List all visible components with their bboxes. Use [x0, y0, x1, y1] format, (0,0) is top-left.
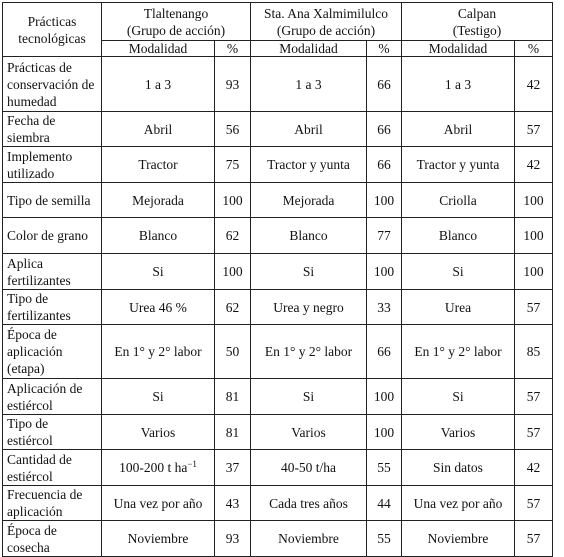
- pct-cell: 81: [215, 415, 251, 450]
- subheader-pct: %: [515, 41, 553, 57]
- group-type: (Grupo de acción): [276, 22, 376, 38]
- subheader-modalidad: Modalidad: [251, 41, 367, 57]
- modalidad-cell: Urea: [402, 290, 515, 325]
- pct-cell: 42: [515, 57, 553, 112]
- pct-cell: 93: [215, 57, 251, 112]
- pct-cell: 81: [215, 379, 251, 415]
- row-label: Implemento utilizado: [3, 147, 102, 183]
- group-name: Tlaltenango: [143, 5, 209, 21]
- subheader-modalidad: Modalidad: [102, 41, 215, 57]
- pct-cell: 100: [215, 183, 251, 218]
- row-label: Fecha de siembra: [3, 112, 102, 147]
- modalidad-cell: Mejorada: [251, 183, 367, 218]
- pct-cell: 62: [215, 218, 251, 254]
- pct-cell: 42: [515, 147, 553, 183]
- modalidad-cell: Urea 46 %: [102, 290, 215, 325]
- row-label: Aplicación de estiércol: [3, 379, 102, 415]
- pct-cell: 100: [367, 183, 402, 218]
- modalidad-cell: Una vez por año: [102, 486, 215, 521]
- row-label: Tipo de estiércol: [3, 415, 102, 450]
- pct-cell: 42: [515, 450, 553, 486]
- unit-exponent: −1: [187, 459, 197, 469]
- header-practices-label: Prácticas tecnológicas: [18, 13, 86, 46]
- modalidad-cell: 1 a 3: [251, 57, 367, 112]
- practices-table: [2, 2, 553, 557]
- table-row: [3, 379, 553, 415]
- modalidad-cell: Varios: [251, 415, 367, 450]
- pct-cell: 55: [367, 450, 402, 486]
- table-row: [3, 290, 553, 325]
- subheader-pct: %: [215, 41, 251, 57]
- modalidad-cell: Si: [251, 379, 367, 415]
- group-type: (Grupo de acción): [126, 22, 226, 38]
- modalidad-cell: Tractor: [102, 147, 215, 183]
- pct-cell: 66: [367, 325, 402, 379]
- pct-cell: 43: [215, 486, 251, 521]
- modalidad-cell: Urea y negro: [251, 290, 367, 325]
- modalidad-cell: Sin datos: [402, 450, 515, 486]
- table-row: [3, 218, 553, 254]
- modalidad-cell: En 1° y 2° labor: [402, 325, 515, 379]
- modalidad-cell: Noviembre: [251, 521, 367, 557]
- pct-cell: 44: [367, 486, 402, 521]
- pct-cell: 93: [215, 521, 251, 557]
- modalidad-cell: Una vez por año: [402, 486, 515, 521]
- modalidad-cell: Tractor y yunta: [251, 147, 367, 183]
- pct-cell: 57: [515, 415, 553, 450]
- modalidad-cell: Si: [402, 254, 515, 290]
- modalidad-cell: [102, 450, 215, 486]
- modalidad-cell: Si: [102, 379, 215, 415]
- modalidad-cell: Blanco: [402, 218, 515, 254]
- pct-cell: 100: [215, 254, 251, 290]
- row-label: Cantidad de estiércol: [3, 450, 102, 486]
- pct-cell: 55: [367, 521, 402, 557]
- modalidad-cell: Abril: [402, 112, 515, 147]
- table-row: [3, 112, 553, 147]
- pct-cell: 56: [215, 112, 251, 147]
- header-group-calpan: [402, 3, 553, 41]
- modalidad-cell: Cada tres años: [251, 486, 367, 521]
- table-row: [3, 486, 553, 521]
- pct-cell: 77: [367, 218, 402, 254]
- pct-cell: 37: [215, 450, 251, 486]
- modalidad-cell: Tractor y yunta: [402, 147, 515, 183]
- modalidad-value: 100-200 t ha: [119, 460, 188, 475]
- modalidad-cell: Varios: [402, 415, 515, 450]
- pct-cell: 66: [367, 57, 402, 112]
- pct-cell: 57: [515, 290, 553, 325]
- modalidad-cell: Blanco: [102, 218, 215, 254]
- modalidad-cell: Si: [102, 254, 215, 290]
- row-label: Época de aplicación (etapa): [3, 325, 102, 379]
- row-label: Prácticas de conservación de humedad: [3, 57, 102, 112]
- header-group-xalmimilulco: [251, 3, 402, 41]
- row-label: Frecuencia de aplicación: [3, 486, 102, 521]
- subheader-pct: %: [367, 41, 402, 57]
- subheader-modalidad: Modalidad: [402, 41, 515, 57]
- header-group-tlaltenango: [102, 3, 251, 41]
- table-row: [3, 450, 553, 486]
- pct-cell: 100: [515, 218, 553, 254]
- pct-cell: 75: [215, 147, 251, 183]
- modalidad-cell: Mejorada: [102, 183, 215, 218]
- modalidad-cell: 1 a 3: [102, 57, 215, 112]
- row-label: Aplica fertilizantes: [3, 254, 102, 290]
- pct-cell: 33: [367, 290, 402, 325]
- modalidad-cell: Criolla: [402, 183, 515, 218]
- modalidad-cell: Noviembre: [102, 521, 215, 557]
- pct-cell: 100: [367, 415, 402, 450]
- group-type: (Testigo): [452, 22, 502, 38]
- row-label: Tipo de fertilizantes: [3, 290, 102, 325]
- pct-cell: 100: [515, 254, 553, 290]
- table-row: [3, 183, 553, 218]
- header-practices: [3, 3, 102, 57]
- pct-cell: 50: [215, 325, 251, 379]
- modalidad-cell: Si: [251, 254, 367, 290]
- pct-cell: 62: [215, 290, 251, 325]
- pct-cell: 66: [367, 112, 402, 147]
- table-row: [3, 147, 553, 183]
- pct-cell: 100: [367, 254, 402, 290]
- table-row: [3, 254, 553, 290]
- modalidad-cell: En 1° y 2° labor: [102, 325, 215, 379]
- pct-cell: 85: [515, 325, 553, 379]
- pct-cell: 57: [515, 486, 553, 521]
- modalidad-cell: Abril: [102, 112, 215, 147]
- row-label: Color de grano: [3, 218, 102, 254]
- pct-cell: 100: [515, 183, 553, 218]
- table-row: [3, 57, 553, 112]
- pct-cell: 57: [515, 379, 553, 415]
- row-label: Tipo de semilla: [3, 183, 102, 218]
- modalidad-cell: Varios: [102, 415, 215, 450]
- modalidad-cell: Blanco: [251, 218, 367, 254]
- pct-cell: 100: [367, 379, 402, 415]
- pct-cell: 66: [367, 147, 402, 183]
- table-row: [3, 325, 553, 379]
- row-label: Época de cosecha: [3, 521, 102, 557]
- table-row: [3, 415, 553, 450]
- table-row: [3, 521, 553, 557]
- pct-cell: 57: [515, 521, 553, 557]
- modalidad-cell: Noviembre: [402, 521, 515, 557]
- group-name: Sta. Ana Xalmimilulco: [263, 5, 389, 21]
- modalidad-cell: En 1° y 2° labor: [251, 325, 367, 379]
- pct-cell: 57: [515, 112, 553, 147]
- modalidad-cell: 40-50 t/ha: [251, 450, 367, 486]
- modalidad-cell: Abril: [251, 112, 367, 147]
- practices-table-container: [2, 2, 553, 557]
- group-name: Calpan: [457, 5, 497, 21]
- modalidad-cell: 1 a 3: [402, 57, 515, 112]
- modalidad-cell: Si: [402, 379, 515, 415]
